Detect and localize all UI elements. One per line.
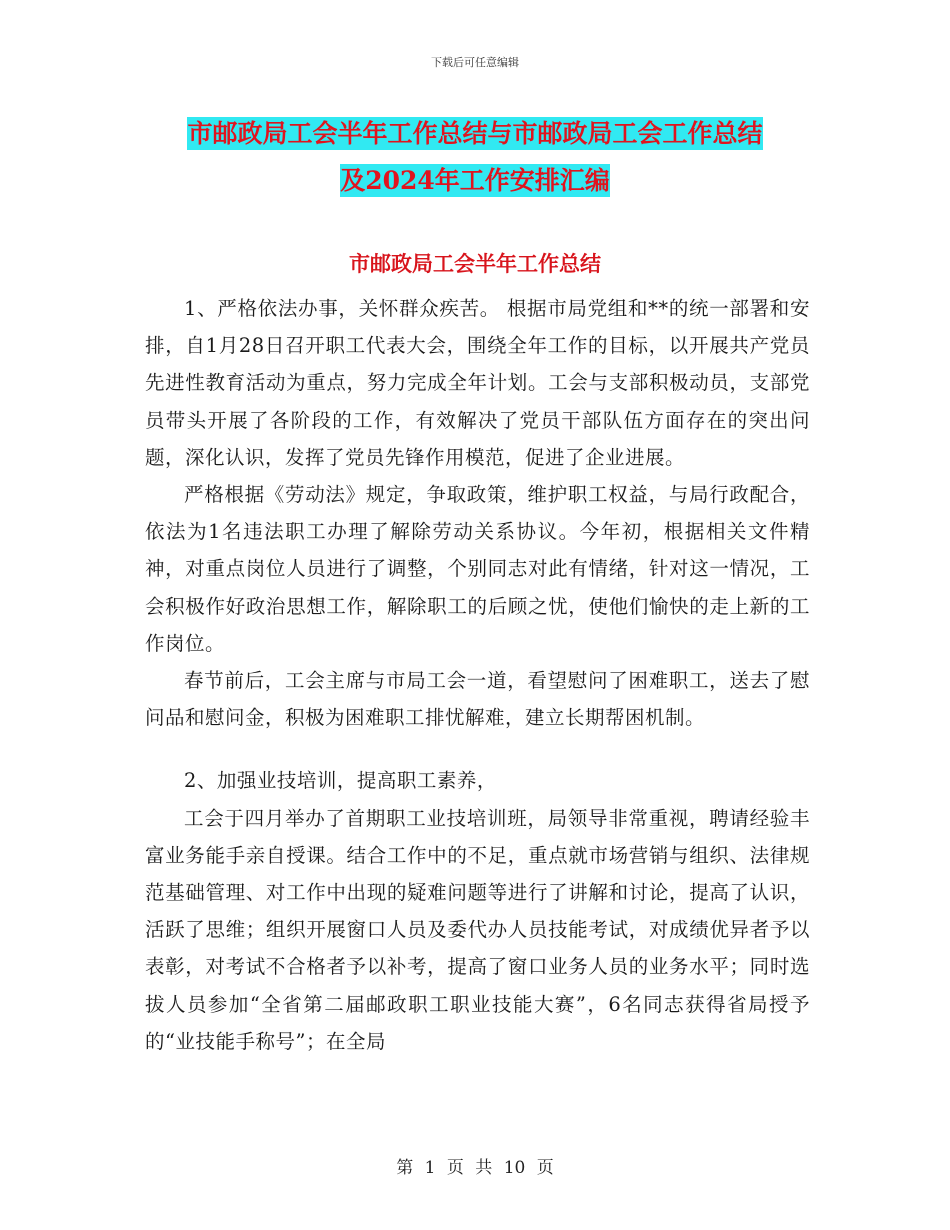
section-title: 市邮政局工会半年工作总结: [349, 251, 601, 276]
paragraph-5: 工会于四月举办了首期职工业技培训班，局领导非常重视，聘请经验丰富业务能手亲自授课。结合工作中的不足，重点就市场营销与组织、法律规范基础管理、对工作中出现的疑难问题等进行了讲解和讨论，提高了认识，活跃了思维；组织开展窗口人员及委代办人员技能考试，对成绩优异者予以表彰，对考试不合格者予以补考，提高了窗口业务人员的业务水平；同时选拔人员参加“全省第二届邮政职工职业技能大赛”，6名同志获得省局授予的“业技能手称号”；在全局: [145, 806, 810, 1053]
title-line-1: 市邮政局工会半年工作总结与市邮政局工会工作总结: [187, 119, 763, 148]
paragraph-3: 春节前后，工会主席与市局工会一道，看望慰问了困难职工，送去了慰问品和慰问金，积极为困难职工排忧解难，建立长期帮困机制。: [145, 669, 810, 730]
page-number: 第 1 页 共 10 页: [396, 1158, 554, 1178]
document-title: [0, 110, 950, 204]
paragraph-2: 严格根据《劳动法》规定，争取政策，维护职工权益，与局行政配合，依法为1名违法职工办理了解除劳动关系协议。今年初，根据相关文件精神，对重点岗位人员进行了调整，个别同志对此有情绪，针对这一情况，工会积极作好政治思想工作，解除职工的后顾之忧，使他们愉快的走上新的工作岗位。: [145, 483, 810, 655]
title-line-2: 及2024年工作安排汇编: [340, 166, 610, 195]
document-body: [145, 290, 810, 1060]
header-note: 下载后可任意编辑: [431, 56, 519, 69]
paragraph-1: 1、严格依法办事，关怀群众疾苦。 根据市局党组和**的统一部署和安排，自1月28日召开职工代表大会，围绕全年工作的目标，以开展共产党员先进性教育活动为重点，努力完成全年计划。工会与支部积极动员，支部党员带头开展了各阶段的工作，有效解决了党员干部队伍方面存在的突出问题，深化认识，发挥了党员先锋作用模范，促进了企业进展。: [145, 297, 810, 469]
paragraph-4: 2、加强业技培训，提高职工素养，: [184, 769, 497, 793]
